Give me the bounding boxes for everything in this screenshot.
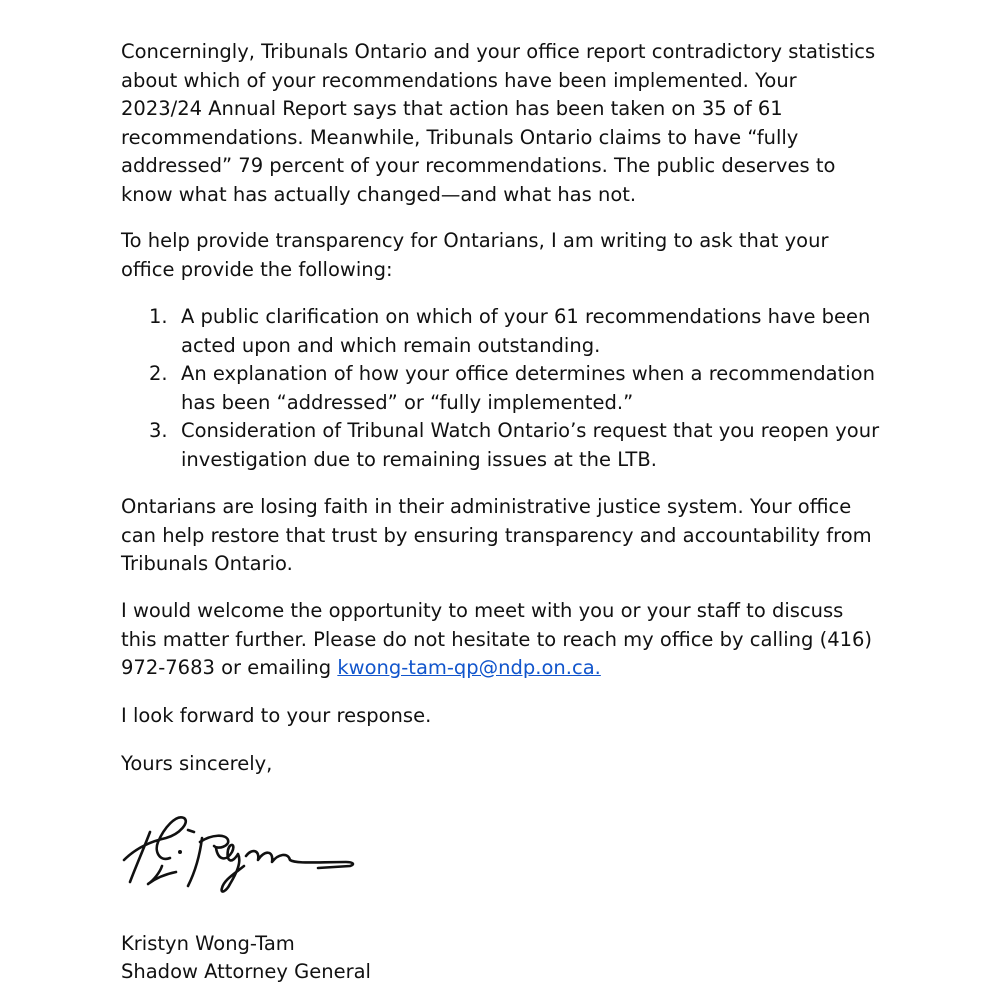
list-item <box>121 417 881 474</box>
list-item-number: 1. <box>149 305 168 328</box>
list-item-text: Consideration of Tribunal Watch Ontario’s request that you reopen your investigation due to remaining issues at the LTB. <box>181 419 880 471</box>
paragraph-request-intro: To help provide transparency for Ontarians, I am writing to ask that your office provide the following: <box>121 229 829 281</box>
paragraph-closing-remark: I look forward to your response. <box>121 704 432 727</box>
signatory-name: Kristyn Wong-Tam <box>121 932 295 955</box>
list-item <box>121 303 881 360</box>
closing-salutation: Yours sincerely, <box>121 752 273 775</box>
email-link[interactable]: kwong-tam-qp@ndp.on.ca. <box>337 656 601 679</box>
request-list <box>121 303 881 474</box>
signature-image <box>118 808 368 898</box>
list-item-text: An explanation of how your office determines when a recommendation has been “addressed” or “fully implemented.” <box>181 362 875 414</box>
signatory-title: Shadow Attorney General <box>121 960 371 983</box>
list-item-text: A public clarification on which of your 61 recommendations have been acted upon and which remain outstanding. <box>181 305 871 357</box>
paragraph-statistics: Concerningly, Tribunals Ontario and your office report contradictory statistics about which of your recommendations have been implemented. Your 2023/24 Annual Report says that action has been taken on 35 of 61 recommendations. Meanwhile, Tribunals Ontario claims to have “fully addressed” 79 percent of your recommendations. The public deserves to know what has actually changed—and what has not. <box>121 40 876 206</box>
paragraph-trust: Ontarians are losing faith in their administrative justice system. Your office can help restore that trust by ensuring transparency and accountability from Tribunals Ontario. <box>121 495 872 575</box>
paragraph-contact <box>121 597 881 683</box>
list-item <box>121 360 881 417</box>
list-item-number: 3. <box>149 419 168 442</box>
list-item-number: 2. <box>149 362 168 385</box>
contact-text: I would welcome the opportunity to meet with you or your staff to discuss this matter further. Please do not hesitate to reach my office by calling (416) 972-7683 or emailing <box>121 599 873 679</box>
